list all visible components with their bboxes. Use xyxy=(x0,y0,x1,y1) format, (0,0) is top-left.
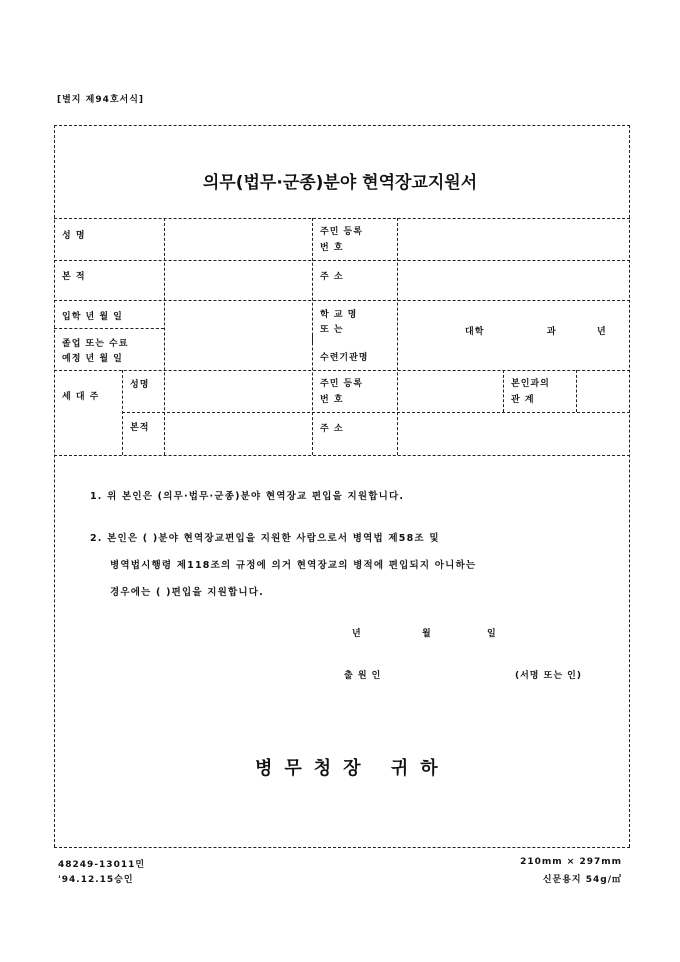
school-value-year: 년 xyxy=(597,327,607,337)
admission-date-label: 입학 년 월 일 xyxy=(62,312,123,322)
school-name-label-2: 또 는 xyxy=(320,325,344,335)
graduation-label-1: 졸업 또는 수료 xyxy=(62,339,129,349)
name-label: 성 명 xyxy=(62,231,86,241)
resident-no-label-2: 번 호 xyxy=(320,243,344,253)
hh-resident-no-label-2: 번 호 xyxy=(320,395,344,405)
applicant-label: 출 원 인 xyxy=(344,671,382,681)
footer-paper-type: 신문용지 54g/㎡ xyxy=(542,875,622,885)
statement-2-line-2: 병역법시행령 제118조의 규정에 의거 현역장교의 병적에 편입되지 아니하는 xyxy=(110,560,477,571)
addressee: 병무청장 귀하 xyxy=(255,758,450,779)
date-day-label: 일 xyxy=(487,629,497,639)
resident-no-label-1: 주민 등록 xyxy=(320,227,363,237)
statement-2-line-3: 경우에는 ( )편입을 지원합니다. xyxy=(110,587,264,598)
graduation-label-2: 예정 년 월 일 xyxy=(62,354,123,364)
hh-name-label: 성명 xyxy=(130,380,150,390)
domicile-label: 본 적 xyxy=(62,272,86,282)
hh-domicile-label: 본적 xyxy=(130,423,150,433)
statement-1: 1. 위 본인은 (의무·법무·군종)분야 현역장교 편입을 지원합니다. xyxy=(90,491,405,502)
footer-form-code: 48249-13011민 xyxy=(58,860,146,870)
school-value-university: 대학 xyxy=(465,327,485,337)
institution-label: 수련기관명 xyxy=(320,353,369,363)
date-year-label: 년 xyxy=(352,629,362,639)
relation-label-2: 관 계 xyxy=(511,395,535,405)
form-title: 의무(법무·군종)분야 현역장교지원서 xyxy=(202,173,478,193)
relation-label-1: 본인과의 xyxy=(511,379,550,389)
statement-2-line-1: 2. 본인은 ( )분야 현역장교편입을 지원한 사람으로서 병역법 제58조 및 xyxy=(90,533,440,544)
date-month-label: 월 xyxy=(422,629,432,639)
address-label: 주 소 xyxy=(320,272,344,282)
footer-paper-size: 210mm × 297mm xyxy=(520,857,622,867)
hh-resident-no-label-1: 주민 등록 xyxy=(320,379,363,389)
hh-address-label: 주 소 xyxy=(320,424,344,434)
school-name-label-1: 학 교 명 xyxy=(320,310,358,320)
school-value-department: 과 xyxy=(547,327,557,337)
householder-label: 세 대 주 xyxy=(62,392,100,402)
form-number: [별지 제94호서식] xyxy=(57,95,145,105)
signature-label: (서명 또는 인) xyxy=(515,671,582,681)
footer-approval-date: '94.12.15승인 xyxy=(58,875,134,885)
